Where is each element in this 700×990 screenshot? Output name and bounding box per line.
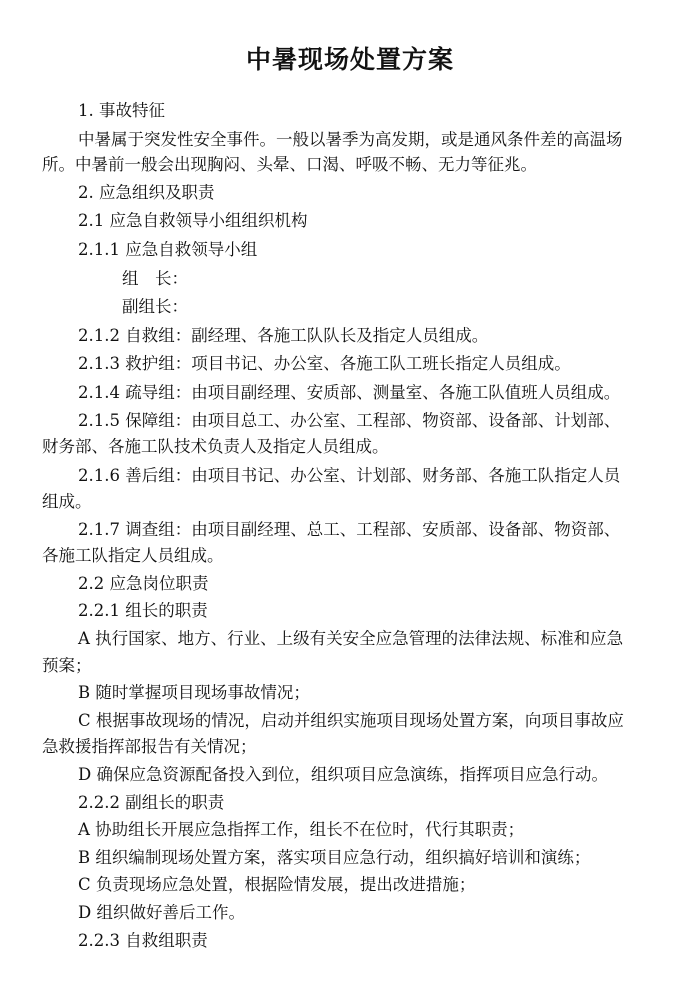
subsection-heading: 2.2.1 组长的职责 (78, 601, 208, 620)
subsection-heading: 2.2 应急岗位职责 (78, 574, 209, 593)
subsection-heading: 2.1.1 应急自救领导小组 (78, 240, 258, 259)
paragraph-line: 预案； (42, 656, 92, 675)
paragraph-line: C 负责现场应急处置，根据险情发展，提出改进措施； (78, 875, 476, 894)
paragraph-line: 2.1.7 调查组：由项目副经理、总工、工程部、安质部、设备部、物资部、 (78, 520, 621, 539)
deputy-leader-label: 副组长： (122, 297, 188, 316)
paragraph-line: B 组织编制现场处置方案，落实项目应急行动，组织搞好培训和演练； (78, 848, 591, 867)
paragraph-line: 急救援指挥部报告有关情况； (42, 737, 257, 756)
subsection-heading: 2.2.3 自救组职责 (78, 931, 208, 950)
paragraph-line: 财务部、各施工队技术负责人及指定人员组成。 (42, 437, 389, 456)
paragraph-line: 2.1.4 疏导组：由项目副经理、安质部、测量室、各施工队值班人员组成。 (78, 383, 621, 402)
paragraph-line: D 组织做好善后工作。 (78, 903, 245, 922)
paragraph-line: 各施工队指定人员组成。 (42, 546, 224, 565)
paragraph-line: A 执行国家、地方、行业、上级有关安全应急管理的法律法规、标准和应急 (78, 629, 624, 648)
paragraph-line: D 确保应急资源配备投入到位，组织项目应急演练，指挥项目应急行动。 (78, 765, 608, 784)
paragraph-line: A 协助组长开展应急指挥工作，组长不在位时，代行其职责； (78, 820, 525, 839)
paragraph-line: 2.1.6 善后组：由项目书记、办公室、计划部、财务部、各施工队指定人员 (78, 466, 621, 485)
section-heading-1: 1. 事故特征 (78, 101, 165, 120)
document-title: 中暑现场处置方案 (245, 45, 454, 74)
paragraph-line: B 随时掌握项目现场事故情况； (78, 683, 310, 702)
paragraph-line: 组成。 (42, 492, 92, 511)
paragraph-line: 2.1.3 救护组：项目书记、办公室、各施工队工班长指定人员组成。 (78, 354, 571, 373)
subsection-heading: 2.2.2 副组长的职责 (78, 793, 225, 812)
paragraph-line: 中暑属于突发性安全事件。一般以暑季为高发期，或是通风条件差的高温场 (78, 130, 623, 149)
subsection-heading: 2.1 应急自救领导小组组织机构 (78, 211, 308, 230)
section-heading-2: 2. 应急组织及职责 (78, 183, 215, 202)
leader-label: 组 长： (122, 269, 188, 288)
paragraph-line: 所。中暑前一般会出现胸闷、头晕、口渴、呼吸不畅、无力等征兆。 (42, 155, 537, 174)
paragraph-line: C 根据事故现场的情况，启动并组织实施项目现场处置方案，向项目事故应 (78, 711, 624, 730)
paragraph-line: 2.1.5 保障组：由项目总工、办公室、工程部、物资部、设备部、计划部、 (78, 411, 621, 430)
paragraph-line: 2.1.2 自救组：副经理、各施工队队长及指定人员组成。 (78, 326, 489, 345)
